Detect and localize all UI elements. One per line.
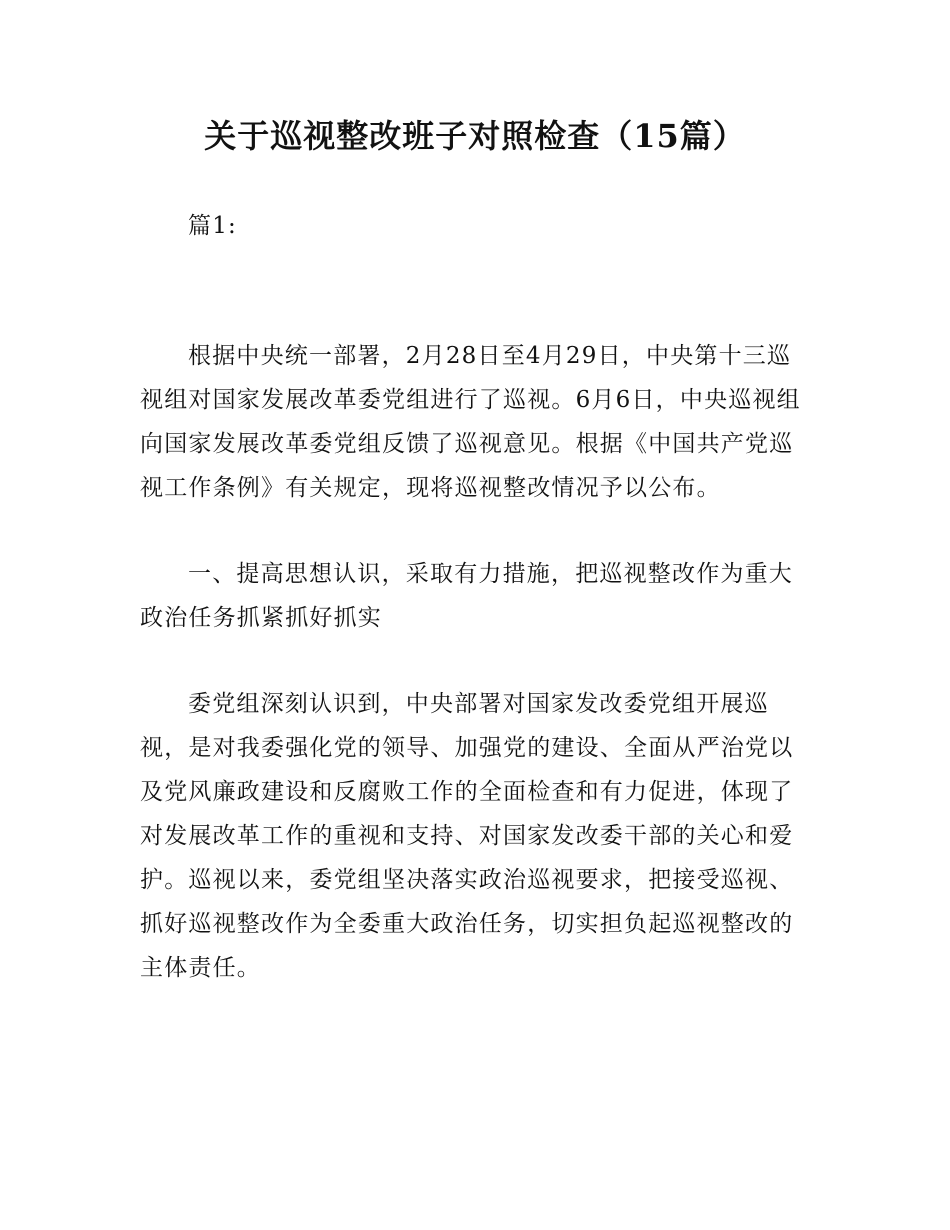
paragraph-section-1: 委党组深刻认识到，中央部署对国家发改委党组开展巡视，是对我委强化党的领导、加强党的建设、全面从严治党以及党风廉政建设和反腐败工作的全面检查和有力促进，体现了对发展改革工作的重视和支持、对国家发改委干部的关心和爱护。巡视以来，委党组坚决落实政治巡视要求，把接受巡视、抓好巡视整改作为全委重大政治任务，切实担负起巡视整改的主体责任。 xyxy=(140,691,794,981)
section-heading-1: 一、提高思想认识，采取有力措施，把巡视整改作为重大政治任务抓紧抓好抓实 xyxy=(140,561,793,631)
chapter-label: 篇1: xyxy=(188,213,237,239)
document-title: 关于巡视整改班子对照检查（15篇） xyxy=(204,117,746,155)
paragraph-intro: 根据中央统一部署，2月28日至4月29日，中央第十三巡视组对国家发展改革委党组进行了巡视。6月6日，中央巡视组向国家发展改革委党组反馈了巡视意见。根据《中国共产党巡视工作条例》有关规定，现将巡视整改情况予以公布。 xyxy=(140,343,801,501)
